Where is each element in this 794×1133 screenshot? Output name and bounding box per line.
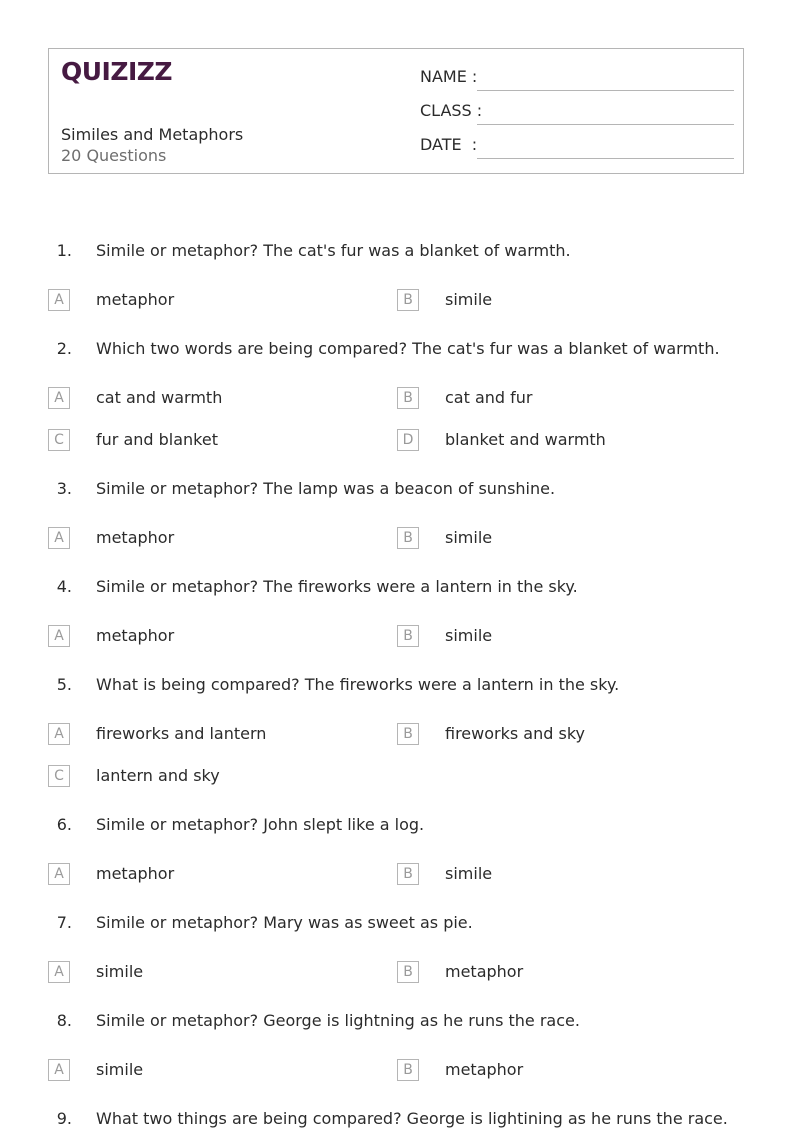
date-field[interactable] <box>420 135 734 159</box>
name-label: NAME : <box>420 67 478 86</box>
option-letter-box: A <box>48 387 70 409</box>
question-number: 3. <box>56 479 72 498</box>
answer-option[interactable] <box>48 429 388 453</box>
question-8 <box>0 1011 794 1035</box>
option-letter-box: A <box>48 527 70 549</box>
answer-option[interactable] <box>397 1059 737 1083</box>
answer-option[interactable] <box>48 289 388 313</box>
option-text: cat and warmth <box>96 388 223 407</box>
option-text: simile <box>96 1060 144 1079</box>
answer-option[interactable] <box>397 429 737 453</box>
question-5 <box>0 675 794 699</box>
question-text: Simile or metaphor? George is lightning as he runs the race. <box>96 1011 580 1030</box>
option-letter-box: B <box>397 1059 419 1081</box>
question-text: What two things are being compared? George is lightining as he runs the race. <box>96 1109 728 1128</box>
option-letter-box: A <box>48 863 70 885</box>
quizizz-logo: QUIZIZZ <box>61 57 173 86</box>
option-letter-box: A <box>48 289 70 311</box>
option-text: simile <box>445 864 493 883</box>
question-text: Simile or metaphor? The fireworks were a lantern in the sky. <box>96 577 578 596</box>
question-4 <box>0 577 794 601</box>
option-letter-box: D <box>397 429 419 451</box>
option-letter-box: A <box>48 1059 70 1081</box>
name-field[interactable] <box>420 67 734 91</box>
question-number: 5. <box>56 675 72 694</box>
question-text: Simile or metaphor? John slept like a log. <box>96 815 425 834</box>
answer-option[interactable] <box>397 625 737 649</box>
answer-option[interactable] <box>397 387 737 411</box>
class-field[interactable] <box>420 101 734 125</box>
question-1 <box>0 241 794 265</box>
answer-option[interactable] <box>48 625 388 649</box>
date-line[interactable] <box>477 158 734 159</box>
answer-option[interactable] <box>48 961 388 985</box>
worksheet-header <box>48 48 744 174</box>
question-number: 4. <box>56 577 72 596</box>
question-9 <box>0 1109 794 1133</box>
option-text: metaphor <box>445 1060 524 1079</box>
date-label: DATE : <box>420 135 478 154</box>
question-number: 9. <box>56 1109 72 1128</box>
answer-option[interactable] <box>397 961 737 985</box>
question-number: 6. <box>56 815 72 834</box>
question-count: 20 Questions <box>61 146 167 165</box>
answer-option[interactable] <box>48 863 388 887</box>
answer-option[interactable] <box>397 289 737 313</box>
option-text: fur and blanket <box>96 430 218 449</box>
class-line[interactable] <box>477 124 734 125</box>
option-letter-box: C <box>48 429 70 451</box>
question-number: 8. <box>56 1011 72 1030</box>
question-text: Simile or metaphor? The lamp was a beacon of sunshine. <box>96 479 556 498</box>
option-letter-box: B <box>397 527 419 549</box>
worksheet-title: Similes and Metaphors <box>61 125 244 144</box>
option-letter-box: B <box>397 723 419 745</box>
option-text: blanket and warmth <box>445 430 606 449</box>
option-letter-box: A <box>48 723 70 745</box>
name-line[interactable] <box>477 90 734 91</box>
answer-option[interactable] <box>48 765 388 789</box>
option-text: cat and fur <box>445 388 533 407</box>
question-number: 1. <box>56 241 72 260</box>
option-text: lantern and sky <box>96 766 220 785</box>
option-letter-box: B <box>397 625 419 647</box>
option-text: simile <box>445 528 493 547</box>
question-text: What is being compared? The fireworks were a lantern in the sky. <box>96 675 620 694</box>
question-2 <box>0 339 794 363</box>
option-text: metaphor <box>96 864 175 883</box>
answer-option[interactable] <box>48 387 388 411</box>
option-letter-box: B <box>397 387 419 409</box>
option-letter-box: B <box>397 961 419 983</box>
option-text: fireworks and sky <box>445 724 585 743</box>
option-text: metaphor <box>96 290 175 309</box>
answer-option[interactable] <box>48 1059 388 1083</box>
option-text: metaphor <box>445 962 524 981</box>
option-letter-box: B <box>397 863 419 885</box>
question-3 <box>0 479 794 503</box>
question-text: Simile or metaphor? Mary was as sweet as pie. <box>96 913 473 932</box>
option-text: metaphor <box>96 528 175 547</box>
answer-option[interactable] <box>397 527 737 551</box>
option-letter-box: A <box>48 961 70 983</box>
question-7 <box>0 913 794 937</box>
class-label: CLASS : <box>420 101 483 120</box>
answer-option[interactable] <box>48 723 388 747</box>
option-letter-box: B <box>397 289 419 311</box>
question-number: 7. <box>56 913 72 932</box>
option-text: simile <box>445 626 493 645</box>
answer-option[interactable] <box>397 863 737 887</box>
question-text: Simile or metaphor? The cat's fur was a blanket of warmth. <box>96 241 571 260</box>
option-text: simile <box>96 962 144 981</box>
option-letter-box: C <box>48 765 70 787</box>
option-text: fireworks and lantern <box>96 724 267 743</box>
option-letter-box: A <box>48 625 70 647</box>
question-number: 2. <box>56 339 72 358</box>
question-text: Which two words are being compared? The cat's fur was a blanket of warmth. <box>96 339 720 358</box>
option-text: metaphor <box>96 626 175 645</box>
option-text: simile <box>445 290 493 309</box>
answer-option[interactable] <box>48 527 388 551</box>
answer-option[interactable] <box>397 723 737 747</box>
question-6 <box>0 815 794 839</box>
